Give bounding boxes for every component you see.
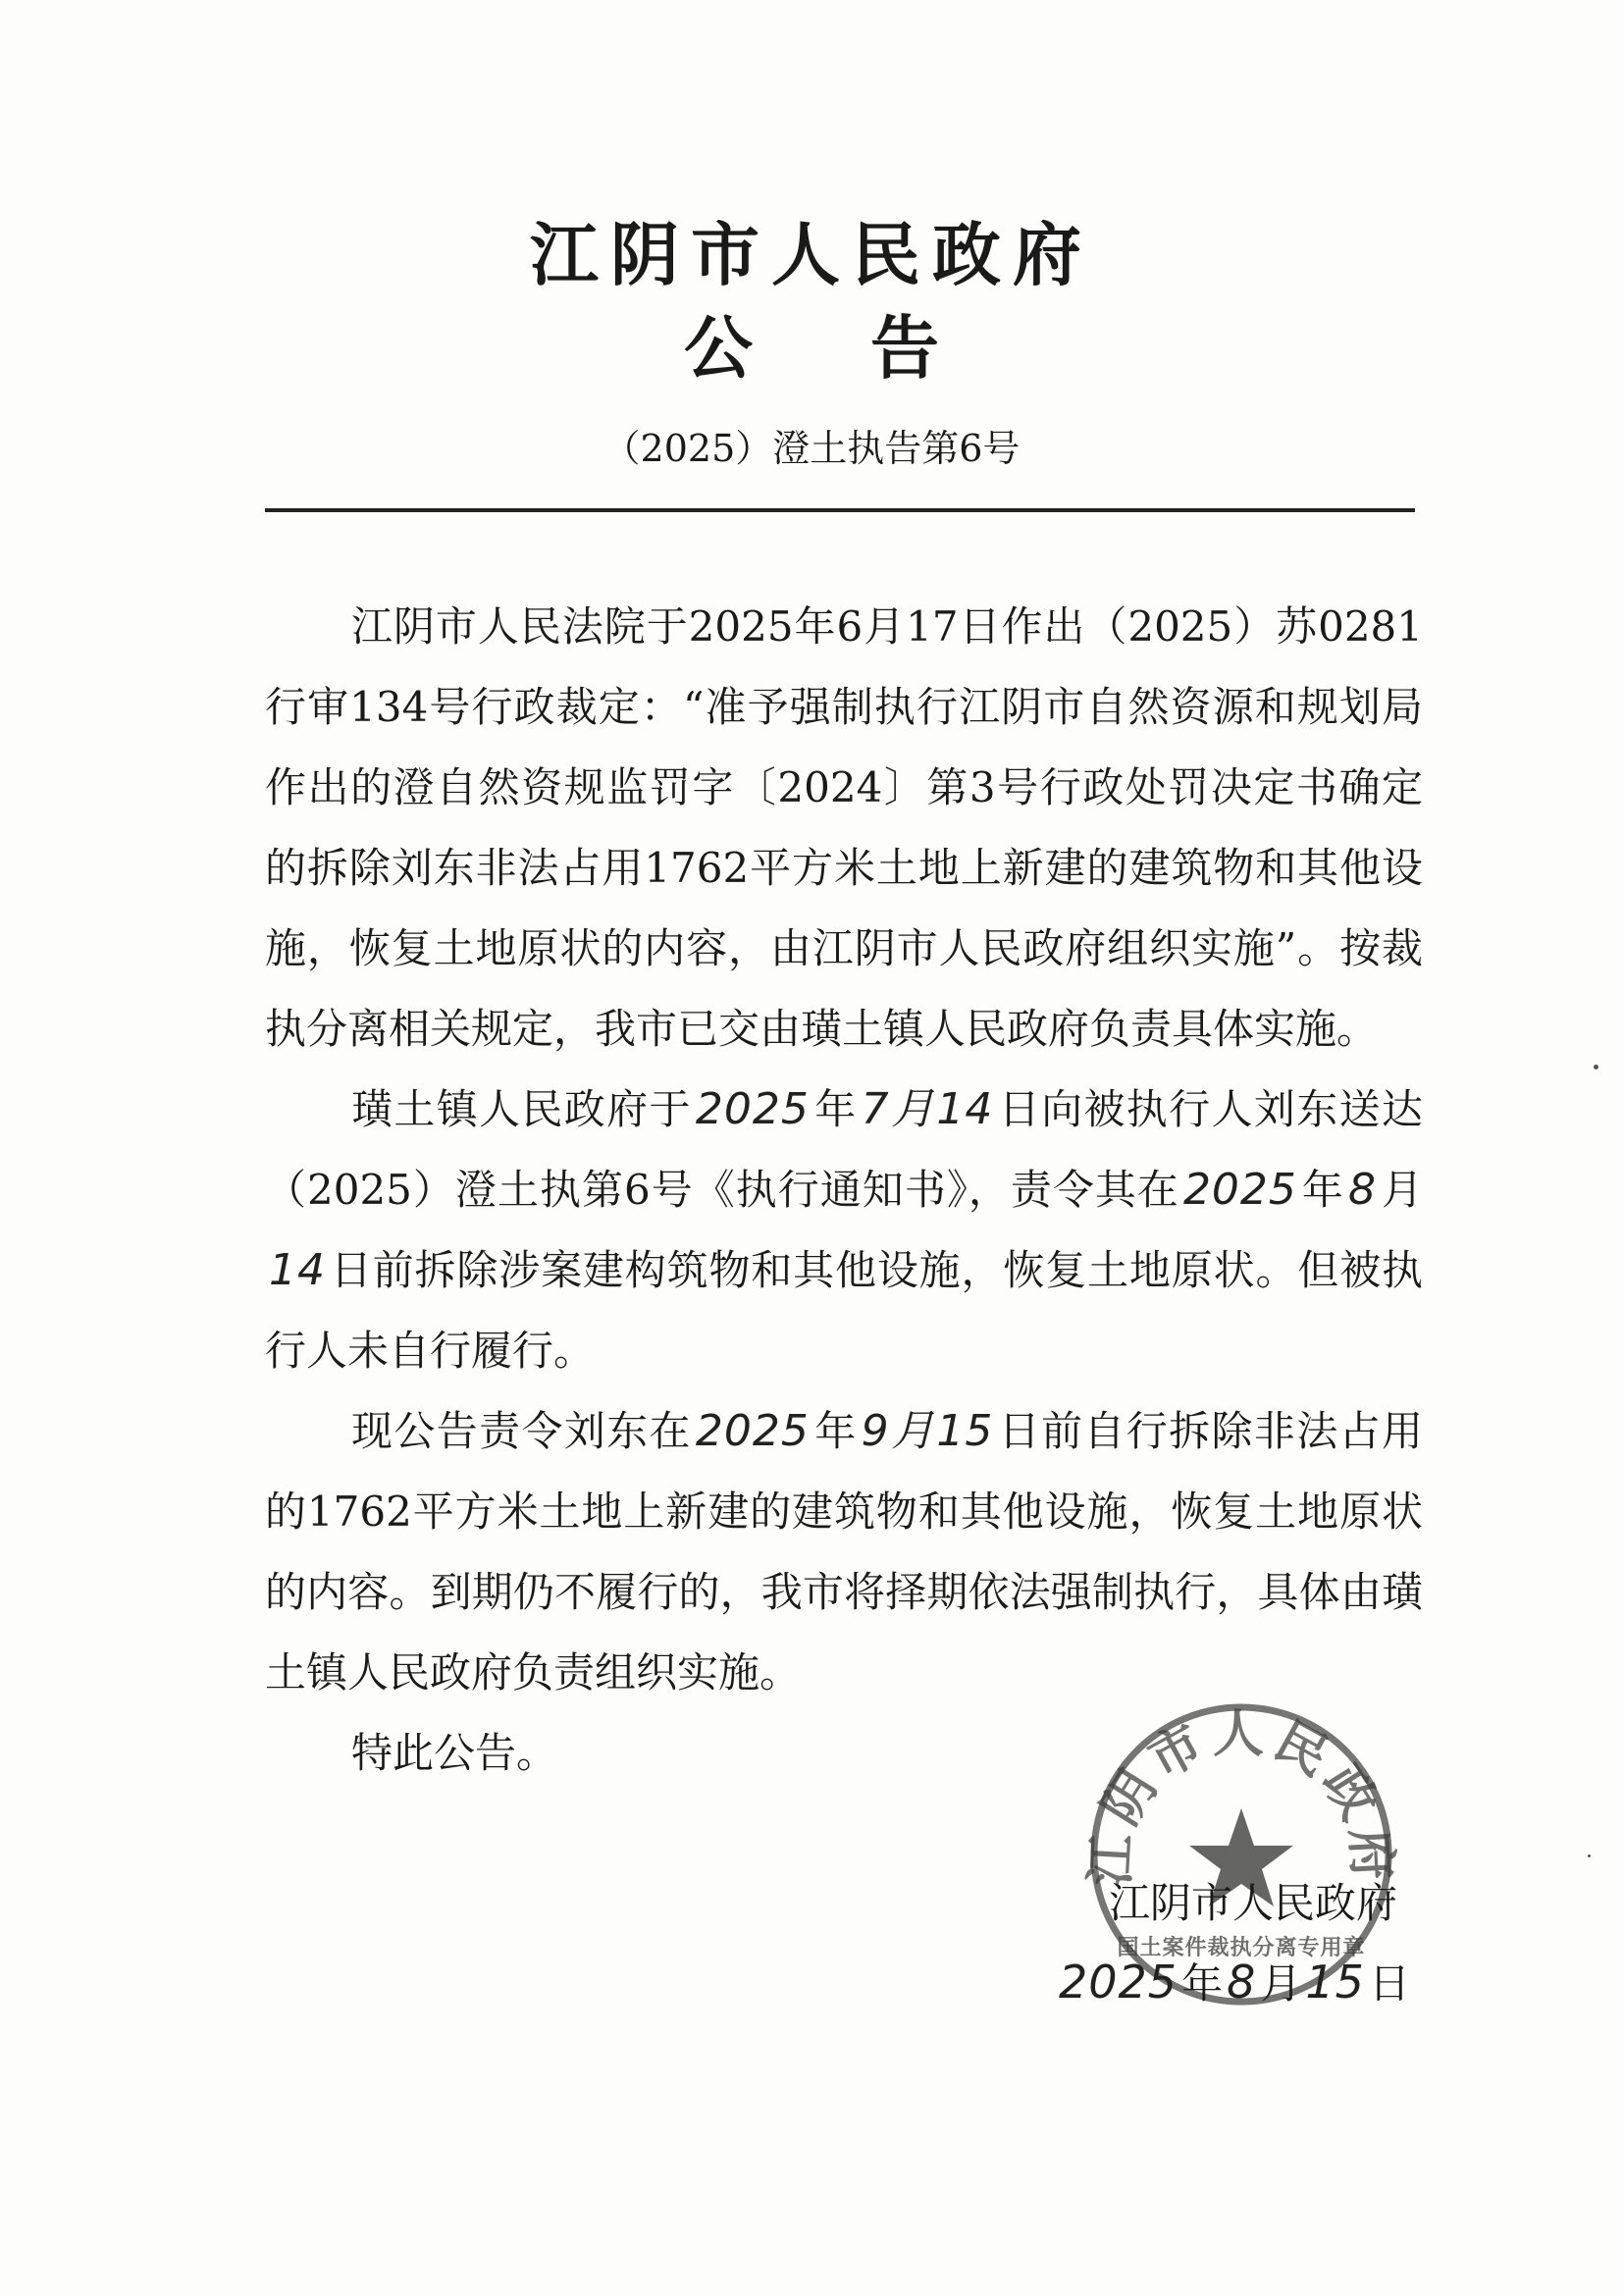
handwritten-day: 14: [269, 1245, 326, 1295]
p2-text-4: 年: [1300, 1166, 1344, 1214]
p2-text-5: 月: [1380, 1166, 1423, 1214]
handwritten-year: 2025: [695, 1406, 810, 1456]
paragraph-3: [265, 1391, 1423, 1713]
p2-text-1: 璜土镇人民政府于: [351, 1085, 692, 1133]
seal-bottom-text: 国土案件裁执分离专用章: [1117, 1935, 1366, 1960]
issuer-title: 江阴市人民政府: [530, 214, 1093, 295]
header-divider: [265, 508, 1415, 512]
handwritten-month: 8: [1227, 1956, 1257, 2009]
handwritten-day: 15: [1305, 1956, 1365, 2009]
p2-text-2: 年: [812, 1085, 858, 1133]
p3-text-2: 年: [812, 1407, 858, 1455]
p3-text-1: 现公告责令刘东在: [351, 1407, 692, 1455]
paragraph-1: 江阴市人民法院于2025年6月17日作出（2025）苏0281行审134号行政裁定：“准予强制执行江阴市自然资源和规划局作出的澄自然资规监罚字〔2024〕第3号行政处罚决定书确定的拆除刘东非法占用1762平方米土地上新建的建筑物和其他设施，恢复土地原状的内容，由江阴市人民政府组织实施”。按裁执分离相关规定，我市已交由璜土镇人民政府负责具体实施。: [265, 602, 1423, 1053]
p2-text-6: 日前拆除涉案建构筑物和其他设施，恢复土地原状。但被执行人未自行履行。: [265, 1246, 1423, 1375]
scan-speck: [1588, 1854, 1591, 1857]
handwritten-year: 2025: [695, 1084, 810, 1134]
seal-arc-text: 江阴市人民政府: [1079, 1703, 1403, 1888]
p2-text-3: 日向被执行人刘东送达（2025）澄土执第6号《执行通知书》，责令其在: [265, 1085, 1423, 1214]
signature-organization: 江阴市人民政府: [1109, 1879, 1398, 1927]
handwritten-month-day: 9月15: [861, 1406, 994, 1456]
handwritten-month-day: 7月14: [861, 1084, 994, 1134]
paragraph-2: [265, 1070, 1423, 1391]
document-number: （2025）澄土执告第6号: [602, 427, 1021, 470]
signature-date: [1055, 1953, 1410, 2013]
document-type-title: 公告: [684, 307, 1057, 389]
paragraph-4: 特此公告。: [351, 1729, 558, 1777]
date-day-char: 日: [1368, 1959, 1410, 2008]
date-month-char: 月: [1260, 1959, 1302, 2008]
handwritten-year: 2025: [1059, 1956, 1178, 2009]
p3-text-3: 日前自行拆除非法占用的1762平方米土地上新建的建筑物和其他设施，恢复土地原状的内容。到期仍不履行的，我市将择期依法强制执行，具体由璜土镇人民政府负责组织实施。: [265, 1407, 1423, 1696]
date-year-char: 年: [1181, 1959, 1224, 2008]
handwritten-month: 8: [1347, 1165, 1377, 1215]
handwritten-year: 2025: [1182, 1165, 1297, 1215]
scan-speck: [1594, 1065, 1598, 1070]
announcement-body: [265, 587, 1423, 1794]
